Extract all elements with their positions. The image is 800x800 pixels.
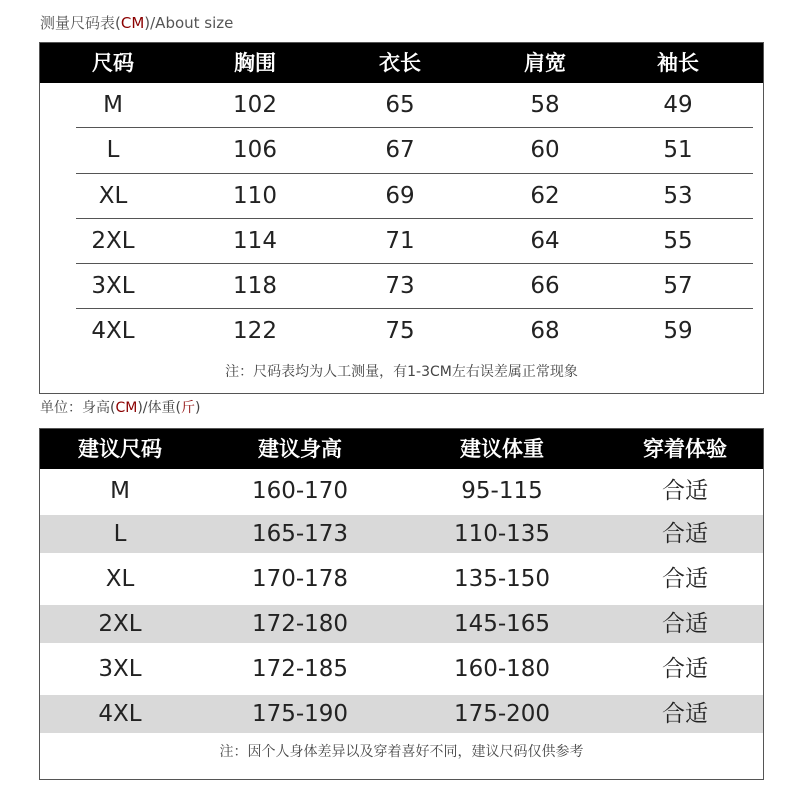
cell-size: XL — [105, 566, 135, 592]
table-row — [40, 515, 763, 553]
cell-shoulder: 66 — [530, 273, 560, 299]
table-row — [40, 219, 763, 264]
table-row — [40, 128, 763, 173]
cell-chest: 114 — [233, 228, 277, 254]
cell-size: XL — [98, 183, 128, 209]
cell-shoulder: 64 — [530, 228, 560, 254]
measurement-table — [39, 42, 764, 394]
cell-fit: 合适 — [662, 701, 708, 727]
measurement-note: 注：尺码表均为人工测量，有1-3CM左右误差属正常现象 — [225, 364, 578, 380]
cell-fit: 合适 — [662, 566, 708, 592]
cell-size: M — [110, 478, 130, 504]
unit-jin: 斤 — [180, 400, 195, 416]
cell-size: 4XL — [98, 701, 142, 727]
recommendation-table — [39, 428, 764, 780]
header-shoulder: 肩宽 — [524, 51, 566, 75]
header-suggested-size: 建议尺码 — [78, 437, 162, 461]
cell-shoulder: 60 — [530, 137, 560, 163]
cell-height: 172-180 — [251, 611, 349, 637]
size-chart-title: 测量尺码表(CM)/About size — [40, 14, 234, 32]
header-suggested-weight: 建议体重 — [460, 437, 544, 461]
header-suggested-height: 建议身高 — [258, 437, 342, 461]
cell-sleeve: 57 — [663, 273, 693, 299]
cell-chest: 110 — [233, 183, 277, 209]
cell-fit: 合适 — [662, 611, 708, 637]
cell-length: 75 — [385, 318, 415, 344]
cell-chest: 118 — [233, 273, 277, 299]
cell-length: 67 — [385, 137, 415, 163]
recommendation-table-header — [40, 429, 763, 469]
cell-chest: 122 — [233, 318, 277, 344]
cell-weight: 175-200 — [453, 701, 551, 727]
table-row — [40, 309, 763, 354]
cell-sleeve: 49 — [663, 92, 693, 118]
cell-length: 71 — [385, 228, 415, 254]
cell-weight: 145-165 — [453, 611, 551, 637]
header-length: 衣长 — [379, 51, 421, 75]
unit-label: 单位：身高(CM)/体重(斤) — [40, 400, 201, 416]
cell-height: 160-170 — [251, 478, 349, 504]
unit-cm: CM — [115, 400, 138, 416]
table-row — [40, 264, 763, 309]
table-row — [40, 553, 763, 605]
cell-length: 65 — [385, 92, 415, 118]
cell-weight: 95-115 — [461, 478, 543, 504]
cell-sleeve: 55 — [663, 228, 693, 254]
cell-fit: 合适 — [662, 478, 708, 504]
table-row — [40, 695, 763, 733]
cell-chest: 106 — [233, 137, 277, 163]
cell-height: 170-178 — [251, 566, 349, 592]
table-row — [40, 174, 763, 219]
recommendation-note: 注：因个人身体差异以及穿着喜好不同，建议尺码仅供参考 — [219, 744, 584, 760]
cell-sleeve: 53 — [663, 183, 693, 209]
table-row — [40, 643, 763, 695]
table-row — [40, 469, 763, 514]
cell-shoulder: 62 — [530, 183, 560, 209]
cell-length: 69 — [385, 183, 415, 209]
cell-weight: 160-180 — [453, 656, 551, 682]
cell-size: L — [106, 137, 120, 163]
cell-shoulder: 68 — [530, 318, 560, 344]
cell-size: M — [103, 92, 123, 118]
header-fit-experience: 穿着体验 — [643, 437, 727, 461]
cell-size: 2XL — [98, 611, 142, 637]
cell-length: 73 — [385, 273, 415, 299]
cell-fit: 合适 — [662, 656, 708, 682]
cell-size: 3XL — [98, 656, 142, 682]
cell-weight: 110-135 — [453, 521, 551, 547]
cell-sleeve: 51 — [663, 137, 693, 163]
header-chest: 胸围 — [234, 51, 276, 75]
cell-shoulder: 58 — [530, 92, 560, 118]
cell-height: 165-173 — [251, 521, 349, 547]
cell-height: 172-185 — [251, 656, 349, 682]
cell-size: L — [113, 521, 127, 547]
title-unit-cm: CM — [120, 14, 145, 32]
cell-size: 2XL — [91, 228, 135, 254]
cell-size: 3XL — [91, 273, 135, 299]
table-row — [40, 83, 763, 127]
cell-fit: 合适 — [662, 521, 708, 547]
measurement-table-header — [40, 43, 763, 83]
header-size: 尺码 — [92, 51, 134, 75]
cell-sleeve: 59 — [663, 318, 693, 344]
table-row — [40, 605, 763, 643]
cell-height: 175-190 — [251, 701, 349, 727]
cell-size: 4XL — [91, 318, 135, 344]
cell-chest: 102 — [233, 92, 277, 118]
header-sleeve: 袖长 — [657, 51, 699, 75]
cell-weight: 135-150 — [453, 566, 551, 592]
